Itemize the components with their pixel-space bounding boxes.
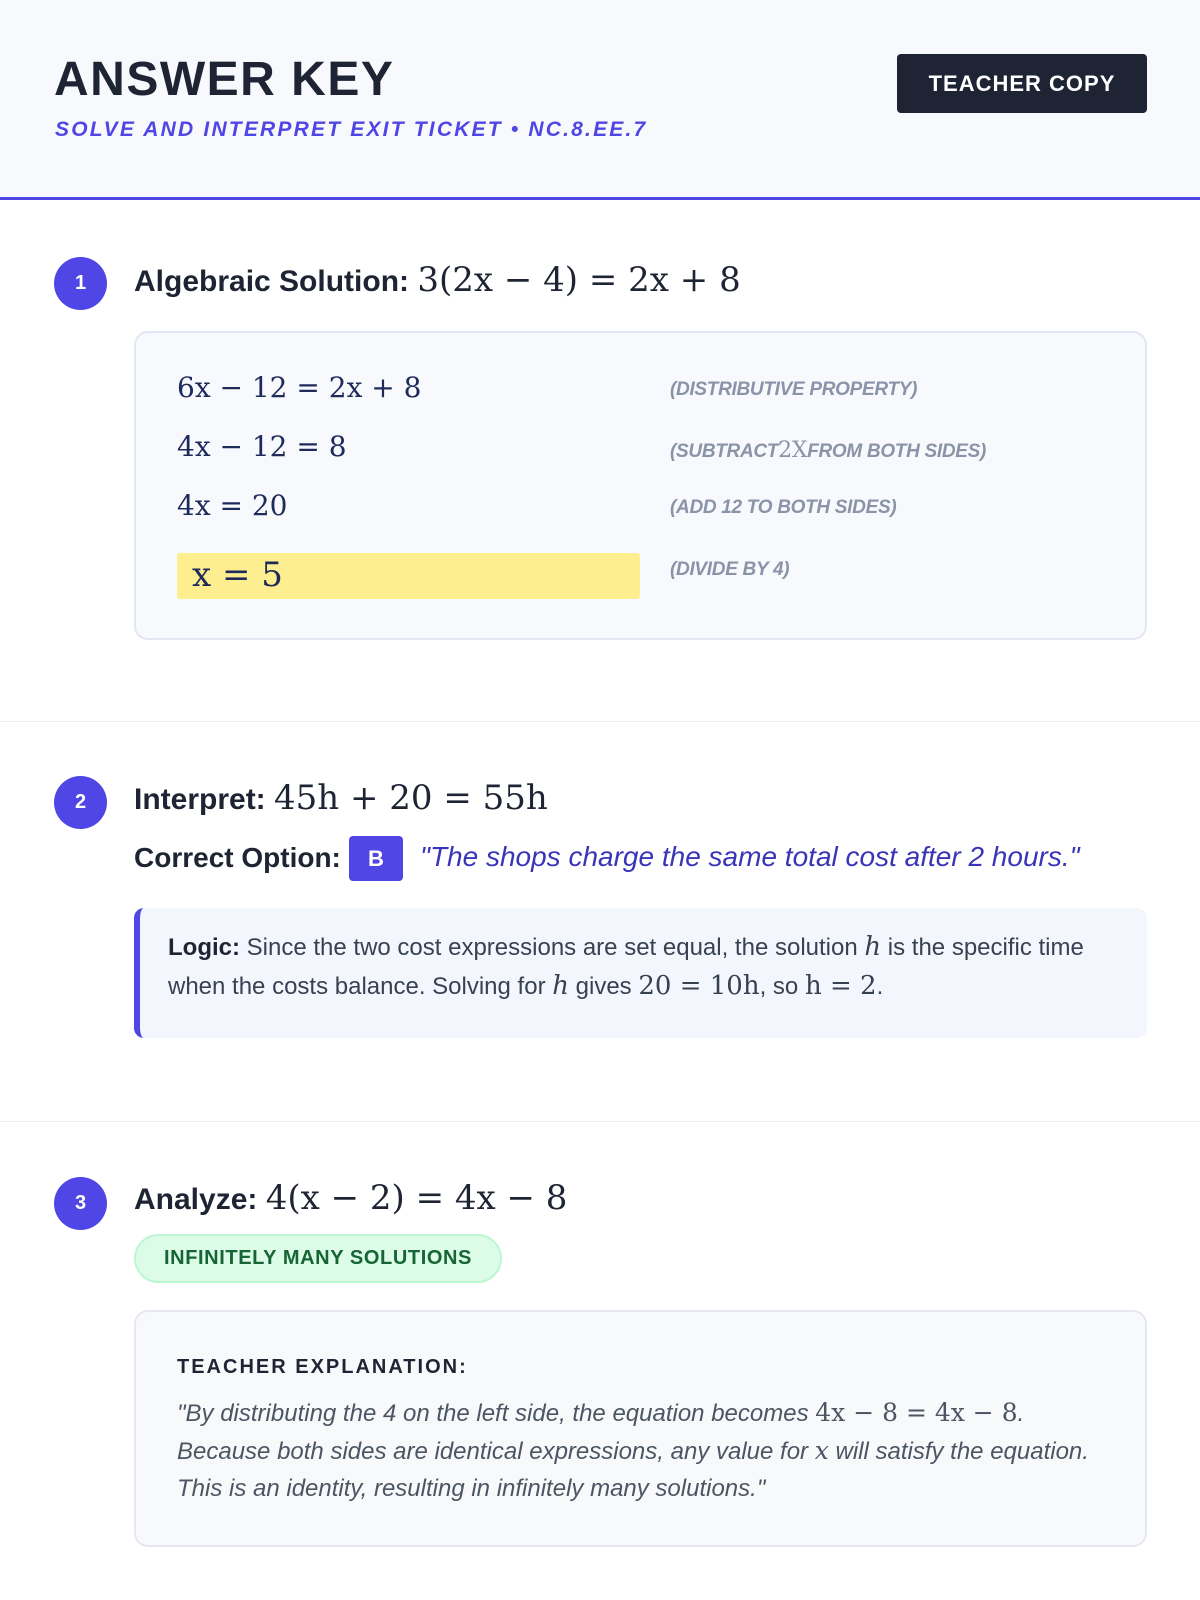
logic-text: . xyxy=(876,973,884,1000)
logic-explanation xyxy=(134,908,1147,1038)
explanation-variable: x xyxy=(814,1436,829,1465)
step-3-note: (ADD 12 TO BOTH SIDES) xyxy=(670,497,897,518)
section-divider xyxy=(0,721,1200,722)
correct-option-label: Correct Option: xyxy=(134,842,341,873)
logic-text: Since the two cost expressions are set equal, the solution xyxy=(246,934,858,961)
question-3-label: Analyze: xyxy=(134,1183,258,1216)
section-divider xyxy=(0,1121,1200,1122)
question-2-label: Interpret: xyxy=(134,783,266,816)
logic-variable: h xyxy=(552,971,569,1001)
question-number-3: 3 xyxy=(54,1177,107,1230)
explanation-text: "By distributing the 4 on the left side, the equation becomes xyxy=(177,1400,809,1427)
teacher-explanation-heading: TEACHER EXPLANATION: xyxy=(177,1356,468,1378)
explanation-equation: 4x − 8 = 4x − 8 xyxy=(815,1398,1018,1427)
question-3-heading xyxy=(134,1178,567,1218)
step-2-note-start: (SUBTRACT xyxy=(670,441,779,462)
page-title: ANSWER KEY xyxy=(54,53,395,106)
step-2-note xyxy=(670,438,986,463)
step-1-equation: 6x − 12 = 2x + 8 xyxy=(177,371,422,404)
question-2-equation: 45h + 20 = 55h xyxy=(274,778,548,818)
page-header xyxy=(0,0,1200,200)
solution-steps-box xyxy=(134,331,1147,640)
teacher-explanation-text xyxy=(177,1394,1107,1507)
correct-option-text: "The shops charge the same total cost after 2 hours." xyxy=(420,841,1080,872)
explanation-text: . Because both sides are identical expressions, any value for xyxy=(177,1400,1025,1465)
step-2-note-term: 2X xyxy=(778,438,808,463)
question-3-equation: 4(x − 2) = 4x − 8 xyxy=(265,1178,568,1218)
question-number-2: 2 xyxy=(54,776,107,829)
teacher-explanation-box xyxy=(134,1310,1147,1547)
question-number-1: 1 xyxy=(54,257,107,310)
question-1-heading xyxy=(134,260,741,300)
step-2-equation: 4x − 12 = 8 xyxy=(177,430,347,463)
step-3-equation: 4x = 20 xyxy=(177,489,288,522)
question-2-heading xyxy=(134,778,548,818)
step-4-note: (DIVIDE BY 4) xyxy=(670,559,790,580)
final-answer: x = 5 xyxy=(192,555,283,595)
question-1-equation: 3(2x − 4) = 2x + 8 xyxy=(417,260,741,300)
logic-text: gives xyxy=(575,973,632,1000)
page-subtitle: SOLVE AND INTERPRET EXIT TICKET • NC.8.EE.7 xyxy=(55,118,648,141)
logic-text: is the specific time when the costs balance. Solving for xyxy=(168,934,1084,1000)
step-1-note: (DISTRIBUTIVE PROPERTY) xyxy=(670,379,918,400)
result-badge: INFINITELY MANY SOLUTIONS xyxy=(134,1234,502,1283)
logic-text: , so xyxy=(759,973,799,1000)
logic-equation: 20 = 10h xyxy=(638,971,760,1001)
correct-option-badge: B xyxy=(349,836,403,881)
logic-label: Logic: xyxy=(168,934,240,961)
question-1-label: Algebraic Solution: xyxy=(134,265,410,298)
step-2-note-end: FROM BOTH SIDES) xyxy=(807,441,987,462)
logic-variable: h xyxy=(864,932,882,962)
teacher-copy-badge: TEACHER COPY xyxy=(897,54,1147,113)
logic-equation: h = 2 xyxy=(804,971,877,1001)
explanation-text: will satisfy the equation. This is an identity, resulting in infinitely many solutions." xyxy=(177,1438,1089,1502)
